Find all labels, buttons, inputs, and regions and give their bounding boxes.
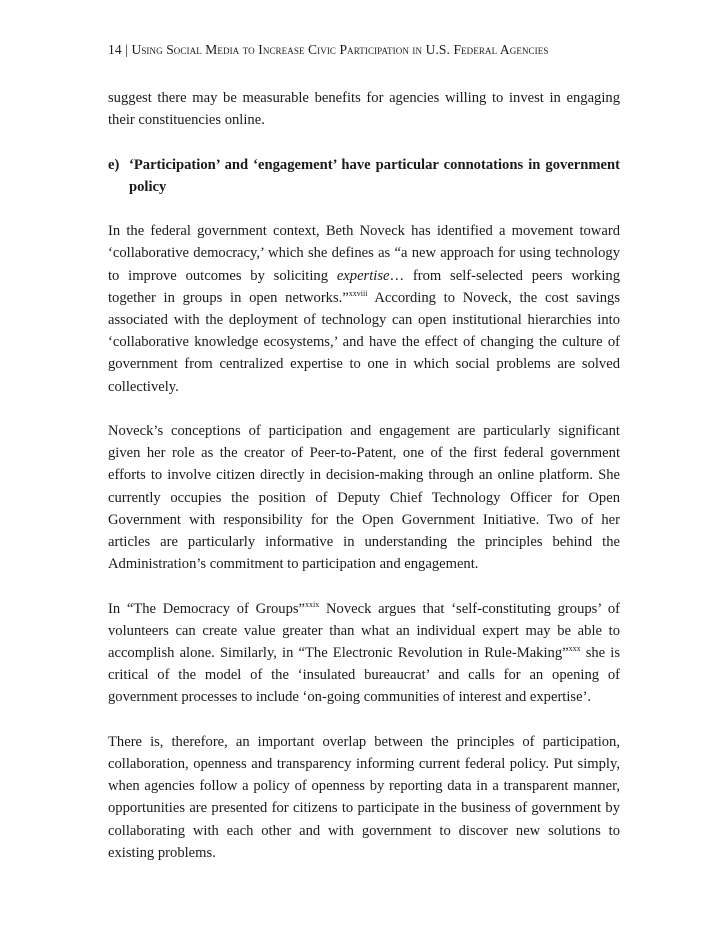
paragraph-continuation: suggest there may be measurable benefits for agencies willing to invest in engaging their constituencies online. <box>108 90 620 129</box>
paragraph-text: In the federal government context, Beth Noveck has identified a movement toward ‘collaborative democracy,’ which she defines as “a new approach for using technology to improve outcomes by soliciting <box>108 223 620 284</box>
endnote-marker: xxix <box>305 599 320 609</box>
section-heading-text: ‘Participation’ and ‘engagement’ have particular connotations in government policy <box>129 156 620 195</box>
section-marker: e) <box>108 156 120 173</box>
paragraph-noveck-role: Noveck’s conceptions of participation and engagement are particularly significant given her role as the creator of Peer-to-Patent, one of the first federal government efforts to involve citizen directly in decision-making through an online platform. She currently occupies the position of Deputy Chief Technology Officer for Open Government with responsibility for the Open Government Initiative. Two of her articles are particularly informative in understanding the principles behind the Administration’s commitment to participation and engagement. <box>108 423 620 573</box>
endnote-marker: xxx <box>568 644 581 654</box>
header-separator: | <box>121 42 132 57</box>
paragraph-text: … from self-selected peers working together in groups in open networks.” <box>108 267 620 306</box>
paragraph-overlap: There is, therefore, an important overlap between the principles of participation, collaboration, openness and transparency informing current federal policy. Put simply, when agencies follow a policy of openness by reporting data in a transparent manner, opportunities are presented for citizens to participate in the business of government by collaborating with each other and with government to discover new solutions to existing problems. <box>108 733 620 861</box>
emphasis-text: expertise <box>336 267 390 284</box>
paragraph-text: In “The Democracy of Groups” <box>108 600 306 617</box>
paragraph-articles <box>108 598 620 709</box>
body-text <box>108 87 620 886</box>
running-title: Using Social Media to Increase Civic Participation in U.S. Federal Agencies <box>131 42 549 57</box>
section-heading <box>108 154 620 198</box>
paragraph-text: According to Noveck, the cost savings associated with the deployment of technology can open institutional hierarchies into ‘collaborative knowledge ecosystems,’ and have the effect of changing the culture of government from centralized expertise to one in which social problems are solved collectively. <box>108 289 620 395</box>
page-number: 14 <box>108 42 122 57</box>
running-header <box>108 42 628 58</box>
endnote-marker: xxviii <box>348 288 368 298</box>
paragraph-collaborative-democracy <box>108 220 620 398</box>
paragraph-text: Noveck argues that ‘self-constituting groups’ of volunteers can create value greater than what an individual expert may be able to accomplish alone. Similarly, in “The Electronic Revolution in Rule-Making” <box>108 600 620 662</box>
paragraph-text: she is critical of the model of the ‘insulated bureaucrat’ and calls for an opening of government processes to include ‘on-going communities of interest and expertise’. <box>108 645 620 706</box>
